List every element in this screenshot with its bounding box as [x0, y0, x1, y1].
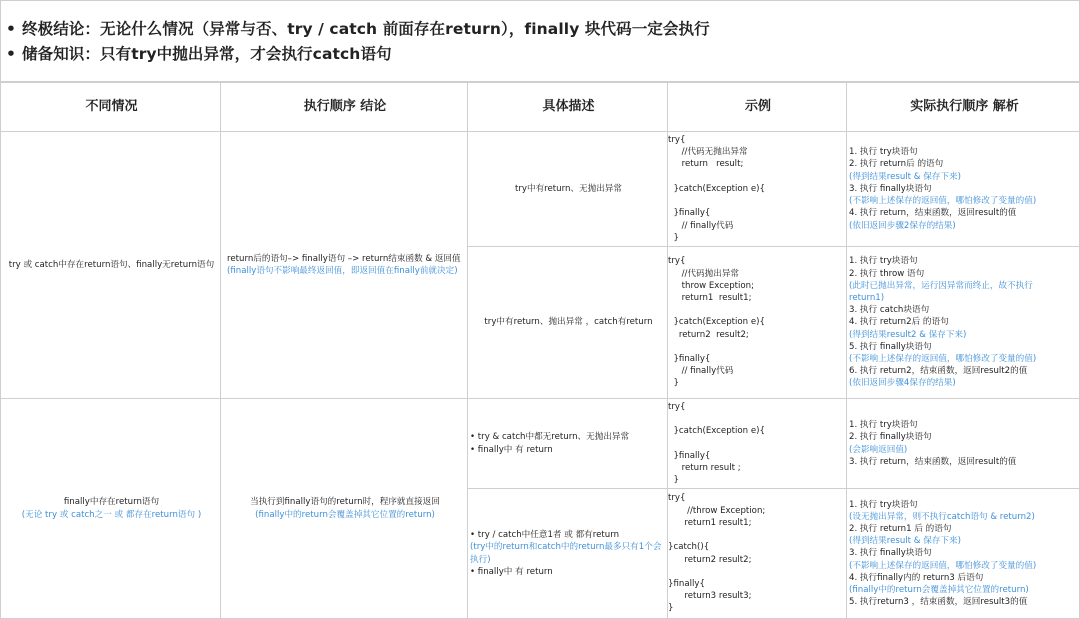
step-line: • try / catch中任意1者 或 都有return — [470, 530, 620, 541]
table-row — [1, 132, 1080, 247]
step-line: 2. 执行 finally块语句 — [849, 432, 932, 443]
step-line: 2. 执行 return1 后 的语句 — [849, 523, 952, 534]
header-row — [1, 83, 1080, 132]
g2r2-description — [468, 489, 668, 619]
step-line: 5. 执行 finally块语句 — [849, 341, 932, 352]
group2-conclusion-text: 当执行到finally语句的return时，程序就直接返回 — [250, 497, 440, 508]
table-row — [1, 399, 1080, 489]
step-line: 3. 执行 finally块语句 — [849, 548, 932, 559]
g1r2-description-text: try中有return、抛出异常 ，catch有return — [484, 317, 653, 328]
group2-conclusion-note: (finally中的return会覆盖掉其它位置的return) — [255, 509, 435, 520]
step-line: 2. 执行 throw 语句 — [849, 268, 925, 279]
g1r2-steps — [847, 247, 1080, 399]
g1r2-code: try{ //代码抛出异常 throw Exception; return1 result1; }catch(Exception e){ return2 result2; }finally{ // finally代码 } — [668, 247, 847, 399]
step-line: 4. 执行 return2后 的语句 — [849, 317, 949, 328]
g1r1-description-text: try中有return、无抛出异常 — [514, 183, 622, 194]
step-line: (设无抛出异常，则不执行catch语句 & return2) — [849, 511, 1035, 522]
step-line: (不影响上述保存的返回值，哪怕修改了变量的值) — [849, 354, 1037, 364]
step-line: 4. 执行 return，结束函数，返回result的值 — [849, 208, 1017, 219]
summary-section — [0, 0, 1080, 82]
step-line: 1. 执行 try块语句 — [849, 256, 918, 267]
group1-conclusion — [221, 132, 468, 399]
group2-situation-note: (无论 try 或 catch之一 或 都存在return语句 ) — [21, 509, 202, 520]
step-line: (得到结果result & 保存下来) — [849, 536, 961, 547]
step-line: (得到结果result2 & 保存下来) — [849, 329, 967, 340]
step-line: (finally中的return会覆盖掉其它位置的return) — [849, 585, 1029, 595]
step-line: return1) — [849, 292, 885, 303]
conclusion-text: 终极结论：无论什么情况（异常与否、try / catch 前面存在return），finally 块代码一定会执行 — [22, 20, 710, 38]
group2-situation-text: finally中存在return语句 — [63, 497, 160, 508]
g2r1-description — [468, 399, 668, 489]
g1r1-code: try{ //代码无抛出异常 return result; }catch(Exception e){ }finally{ // finally代码 } — [668, 132, 847, 247]
knowledge-text: 储备知识：只有try中抛出异常，才会执行catch语句 — [22, 45, 392, 63]
group1-situation — [1, 132, 221, 399]
step-line: 2. 执行 return后 的语句 — [849, 159, 944, 170]
step-line: (try中的return和catch中的return最多只有1个会 — [470, 542, 662, 553]
step-line: 3. 执行 finally块语句 — [849, 183, 932, 194]
header-analysis: 实际执行顺序 解析 — [847, 83, 1080, 132]
step-line: 6. 执行 return2，结束函数，返回result2的值 — [849, 366, 1028, 377]
conclusion-bullet: • 终极结论：无论什么情况（异常与否、try / catch 前面存在return），finally 块代码一定会执行 — [6, 20, 710, 38]
header-example: 示例 — [668, 83, 847, 132]
step-line: • finally中 有 return — [470, 444, 553, 455]
header-description: 具体描述 — [468, 83, 668, 132]
g2r2-steps — [847, 489, 1080, 619]
knowledge-bullet: • 储备知识：只有try中抛出异常，才会执行catch语句 — [6, 45, 392, 63]
comparison-table — [0, 82, 1080, 619]
g2r1-code: try{ }catch(Exception e){ }finally{ return result ; } — [668, 399, 847, 489]
step-line: (不影响上述保存的返回值，哪怕修改了变量的值) — [849, 560, 1037, 571]
step-line: 1. 执行 try块语句 — [849, 420, 918, 431]
step-line: 3. 执行 return，结束函数，返回result的值 — [849, 456, 1017, 467]
step-line: (依旧返回步骤4保存的结果) — [849, 378, 956, 389]
step-line: • finally中 有 return — [470, 566, 553, 577]
header-conclusion: 执行顺序 结论 — [221, 83, 468, 132]
g1r1-description — [468, 132, 668, 247]
step-line: 5. 执行return3 ，结束函数，返回result3的值 — [849, 597, 1028, 608]
group2-conclusion — [221, 399, 468, 619]
step-line: 1. 执行 try块语句 — [849, 147, 918, 158]
step-line: 4. 执行finally内的 return3 后语句 — [849, 572, 984, 583]
step-line: (得到结果result & 保存下来) — [849, 171, 961, 182]
g1r2-description — [468, 247, 668, 399]
step-line: 执行) — [470, 554, 491, 565]
step-line: 3. 执行 catch块语句 — [849, 305, 930, 316]
group1-conclusion-text: return后的语句–> finally语句 –> return结束函数 & 返回值 — [227, 253, 461, 264]
step-line: (依旧返回步骤2保存的结果) — [849, 220, 956, 231]
g2r1-steps — [847, 399, 1080, 489]
step-line: 1. 执行 try块语句 — [849, 499, 918, 510]
g2r2-code: try{ //throw Exception; return1 result1; }catch(){ return2 result2; }finally{ return3 result3; } — [668, 489, 847, 619]
group2-situation — [1, 399, 221, 619]
step-line: • try & catch中都无return、无抛出异常 — [470, 432, 630, 443]
step-line: (会影响返回值) — [849, 444, 908, 455]
group1-conclusion-note: (finally语句不影响最终返回值，即返回值在finally前就决定) — [227, 266, 458, 276]
group1-situation-text: try 或 catch中存在return语句、finally无return语句 — [8, 259, 215, 270]
step-line: (此时已抛出异常，运行因异常而终止，故不执行 — [849, 280, 1033, 291]
header-situation: 不同情况 — [1, 83, 221, 132]
step-line: (不影响上述保存的返回值，哪怕修改了变量的值) — [849, 196, 1037, 207]
g1r1-steps — [847, 132, 1080, 247]
